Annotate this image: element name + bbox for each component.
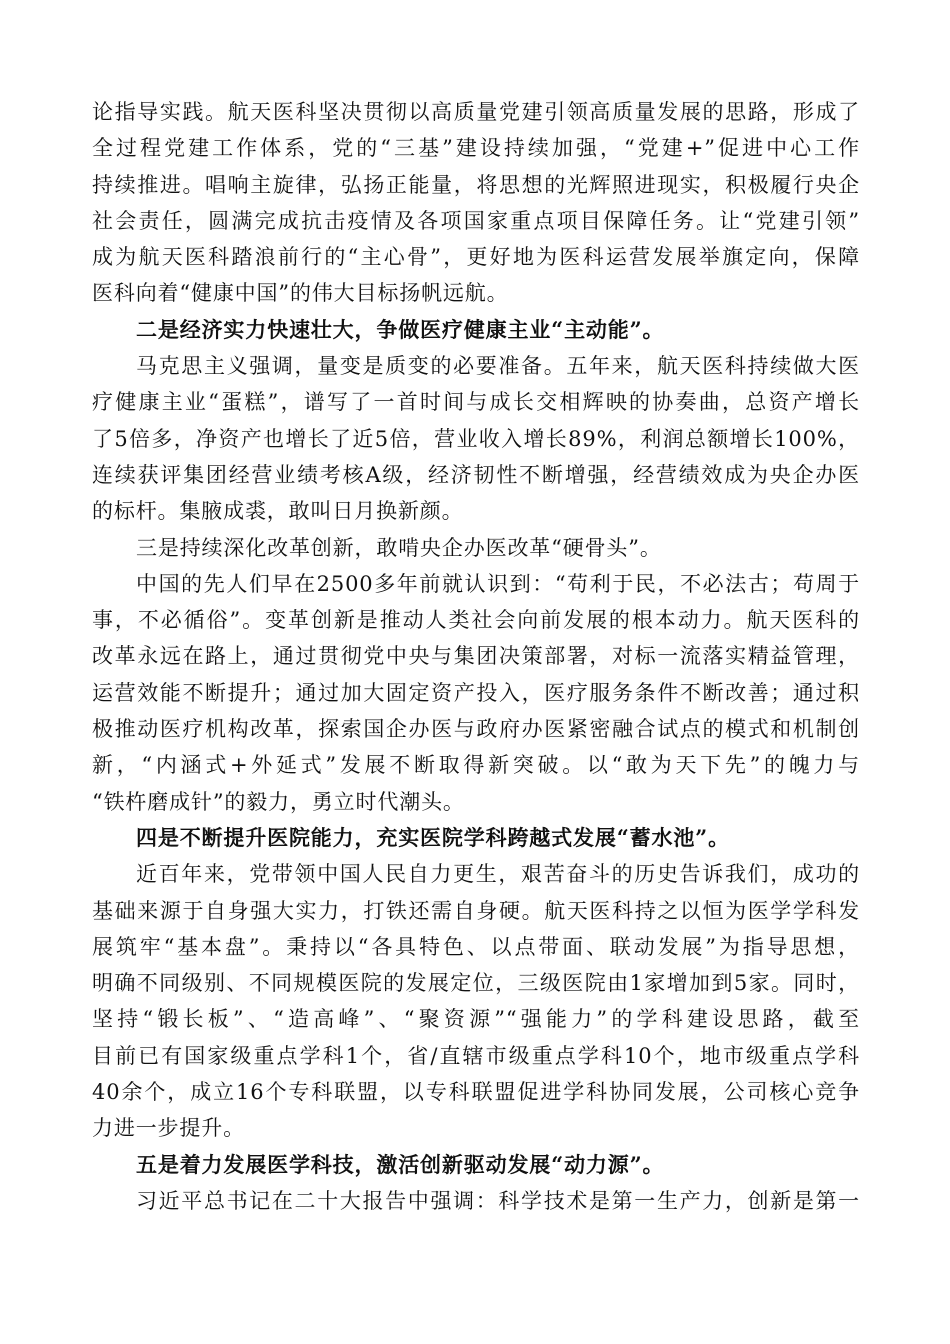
body-line: 社会责任，圆满完成抗击疫情及各项国家重点项目保障任务。让“党建引领” <box>92 208 860 233</box>
body-line: 极推动医疗机构改革，探索国企办医与政府办医紧密融合试点的模式和机制创 <box>92 717 860 742</box>
body-line: 医科向着“健康中国”的伟大目标扬帆远航。 <box>92 281 509 306</box>
body-line: 的标杆。集腋成裘，敢叫日月换新颜。 <box>92 499 464 524</box>
body-line: 近百年来，党带领中国人民自力更生，艰苦奋斗的历史告诉我们，成功的 <box>136 862 860 887</box>
body-line: 坚持“锻长板”、“造高峰”、“聚资源”“强能力”的学科建设思路，截至 <box>92 1007 860 1032</box>
body-line: “铁杵磨成针”的毅力，勇立时代潮头。 <box>92 789 465 814</box>
body-line: 成为航天医科踏浪前行的“主心骨”，更好地为医科运营发展举旗定向，保障 <box>92 245 860 270</box>
body-line: 明确不同级别、不同规模医院的发展定位，三级医院由1家增加到5家。同时， <box>92 971 860 996</box>
body-line: 事，不必循俗”。变革创新是推动人类社会向前发展的根本动力。航天医科的 <box>92 608 860 633</box>
section-heading-4: 四是不断提升医院能力，充实医院学科跨越式发展“蓄水池”。 <box>136 824 730 850</box>
document-page <box>92 94 860 1219</box>
body-line: 40余个，成立16个专科联盟，以专科联盟促进学科协同发展，公司核心竞争 <box>92 1080 860 1105</box>
body-line: 改革永远在路上，通过贯彻党中央与集团决策部署，对标一流落实精益管理， <box>92 644 860 669</box>
body-line: 习近平总书记在二十大报告中强调：科学技术是第一生产力，创新是第一 <box>136 1188 860 1213</box>
body-line: 展筑牢“基本盘”。秉持以“各具特色、以点带面、联动发展”为指导思想， <box>92 934 860 959</box>
body-line: 连续获评集团经营业绩考核A级，经济韧性不断增强，经营绩效成为央企办医 <box>92 462 860 487</box>
body-line: 中国的先人们早在2500多年前就认识到：“苟利于民，不必法古；苟周于 <box>136 571 860 596</box>
body-line: 基础来源于自身强大实力，打铁还需自身硬。航天医科持之以恒为医学学科发 <box>92 898 860 923</box>
section-heading-3: 三是持续深化改革创新，敢啃央企办医改革“硬骨头”。 <box>136 535 662 560</box>
section-heading-5: 五是着力发展医学科技，激活创新驱动发展“动力源”。 <box>136 1151 665 1177</box>
body-line: 目前已有国家级重点学科1个，省/直辖市级重点学科10个，地市级重点学科 <box>92 1043 860 1068</box>
body-line: 论指导实践。航天医科坚决贯彻以高质量党建引领高质量发展的思路，形成了 <box>92 100 860 124</box>
body-line: 马克思主义强调，量变是质变的必要准备。五年来，航天医科持续做大医 <box>136 354 860 379</box>
body-line: 运营效能不断提升；通过加大固定资产投入，医疗服务条件不断改善；通过积 <box>92 680 860 705</box>
body-line: 疗健康主业“蛋糕”，谱写了一首时间与成长交相辉映的协奏曲，总资产增长 <box>92 390 860 415</box>
body-line: 了5倍多，净资产也增长了近5倍，营业收入增长89%，利润总额增长100%， <box>92 426 860 451</box>
body-line: 新，“内涵式+外延式”发展不断取得新突破。以“敢为天下先”的魄力与 <box>92 753 860 778</box>
body-line: 持续推进。唱响主旋律，弘扬正能量，将思想的光辉照进现实，积极履行央企 <box>92 172 860 197</box>
section-heading-2: 二是经济实力快速壮大，争做医疗健康主业“主动能”。 <box>136 316 665 342</box>
body-line: 全过程党建工作体系，党的“三基”建设持续加强，“党建+”促进中心工作 <box>92 136 860 161</box>
body-line: 力进一步提升。 <box>92 1116 245 1141</box>
